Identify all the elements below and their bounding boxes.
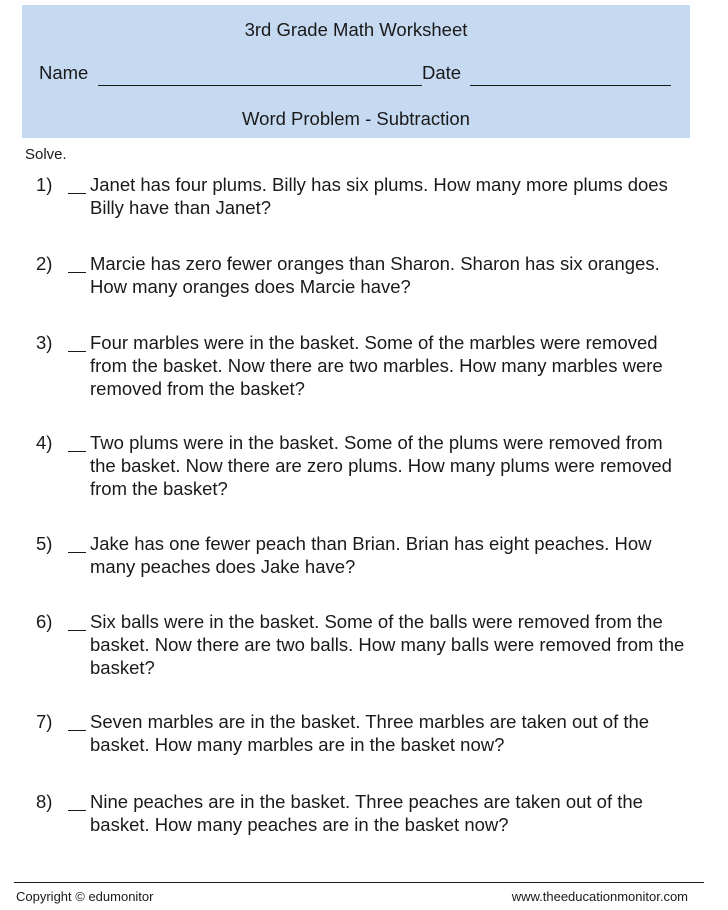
- problem-number: 4): [36, 432, 53, 453]
- problem-number: 3): [36, 332, 53, 353]
- worksheet-title: 3rd Grade Math Worksheet: [244, 19, 468, 40]
- answer-blank[interactable]: [68, 630, 86, 631]
- answer-blank[interactable]: [68, 351, 86, 352]
- problem-text: Janet has four plums. Billy has six plums. How many more plums does Billy have than Janet?: [90, 174, 668, 218]
- problem-text: Four marbles were in the basket. Some of the marbles were removed from the basket. Now there are two marbles. How many marbles were removed from the basket?: [90, 332, 663, 399]
- problem-number: 1): [36, 174, 53, 195]
- date-field-line[interactable]: [470, 85, 671, 86]
- answer-blank[interactable]: [68, 552, 86, 553]
- problem-text: Six balls were in the basket. Some of the balls were removed from the basket. Now there are two balls. How many balls were removed from the basket?: [90, 611, 685, 678]
- website-link[interactable]: www.theeducationmonitor.com: [511, 889, 688, 904]
- answer-blank[interactable]: [68, 810, 86, 811]
- copyright-notice: Copyright © edumonitor: [16, 889, 154, 904]
- problem-text: Nine peaches are in the basket. Three peaches are taken out of the basket. How many peaches are in the basket now?: [90, 791, 643, 835]
- worksheet-subtitle: Word Problem - Subtraction: [242, 108, 470, 129]
- problem-text: Seven marbles are in the basket. Three marbles are taken out of the basket. How many marbles are in the basket now?: [90, 711, 650, 755]
- answer-blank[interactable]: [68, 193, 86, 194]
- footer-divider: [14, 882, 704, 883]
- problem-number: 7): [36, 711, 53, 732]
- answer-blank[interactable]: [68, 730, 86, 731]
- problem-number: 6): [36, 611, 53, 632]
- problem-number: 8): [36, 791, 53, 812]
- problem-text: Marcie has zero fewer oranges than Sharon. Sharon has six oranges. How many oranges does Marcie have?: [90, 253, 660, 297]
- problem-number: 2): [36, 253, 53, 274]
- date-label: Date: [422, 62, 462, 83]
- instructions: Solve.: [25, 146, 67, 163]
- answer-blank[interactable]: [68, 451, 86, 452]
- problem-number: 5): [36, 533, 53, 554]
- name-field-line[interactable]: [98, 85, 422, 86]
- answer-blank[interactable]: [68, 272, 86, 273]
- problem-text: Two plums were in the basket. Some of the plums were removed from the basket. Now there are zero plums. How many plums were removed from the basket?: [90, 432, 672, 499]
- name-label: Name: [39, 62, 89, 83]
- worksheet-header: [22, 5, 690, 138]
- problem-text: Jake has one fewer peach than Brian. Brian has eight peaches. How many peaches does Jake have?: [90, 533, 652, 577]
